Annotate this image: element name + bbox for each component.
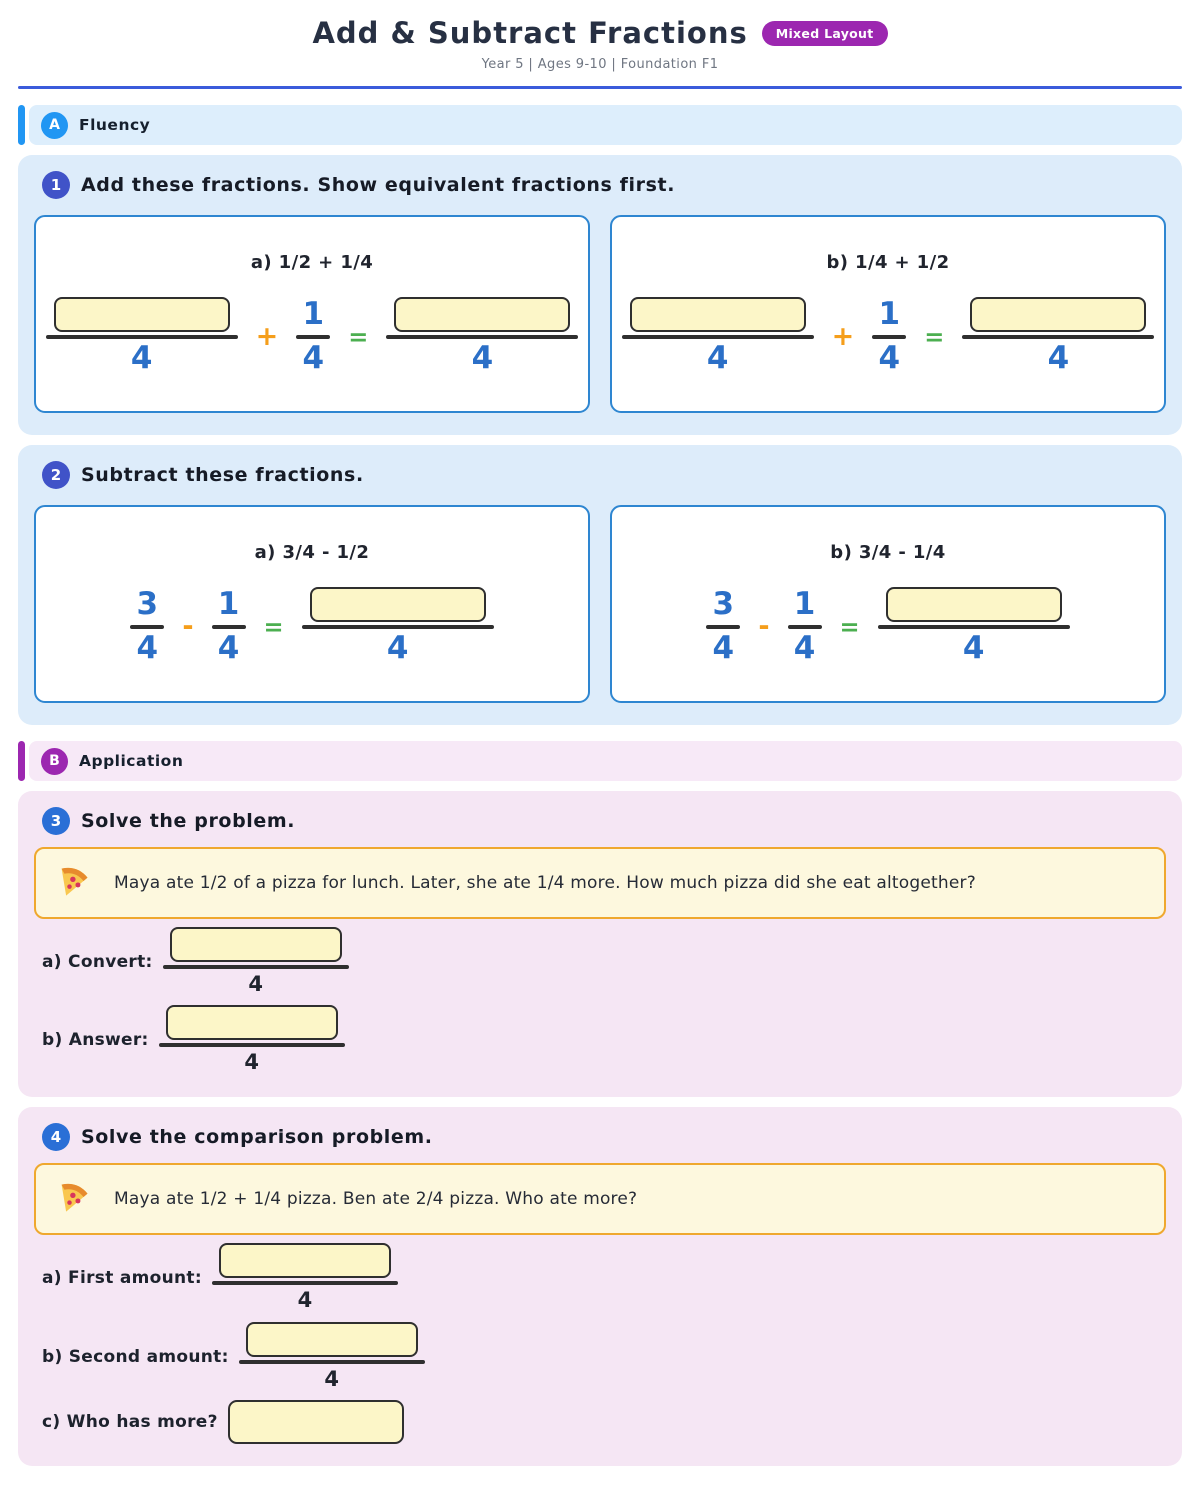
q4-who-has-more-input[interactable] [228, 1400, 404, 1444]
fraction-bar [159, 1043, 345, 1047]
q1-b-addend-denominator: 4 [878, 339, 901, 376]
q4-first-amount-denominator: 4 [297, 1288, 313, 1313]
q3-problem-text: Maya ate 1/2 of a pizza for lunch. Later, she ate 1/4 more. How much pizza did she eat altogether? [114, 873, 976, 893]
section-b-accent-bar [18, 741, 25, 781]
question-1-panel [18, 155, 1182, 435]
section-a-header [18, 105, 1182, 145]
q3-convert-denominator: 4 [248, 972, 263, 996]
page-title: Add & Subtract Fractions [312, 16, 748, 50]
q1-a-addend-denominator: 4 [302, 339, 325, 376]
section-a-accent-bar [18, 105, 25, 145]
fraction-bar [296, 335, 330, 339]
question-2-prompt: Subtract these fractions. [81, 464, 364, 486]
question-4-panel [18, 1107, 1182, 1465]
q3-convert-label: a) Convert: [42, 952, 153, 973]
q1-a-sum-numerator-input[interactable] [394, 297, 570, 332]
q3-answer-denominator: 4 [244, 1050, 259, 1075]
question-3-prompt: Solve the problem. [81, 810, 296, 832]
minus-operator: - [758, 611, 770, 642]
q2-b-result-denominator: 4 [962, 630, 985, 667]
fraction-bar [46, 335, 238, 339]
q4-problem-text: Maya ate 1/2 + 1/4 pizza. Ben ate 2/4 pizza. Who ate more? [114, 1189, 638, 1210]
q1-a-first-numerator-input[interactable] [54, 297, 230, 332]
section-b-label: Application [79, 752, 184, 770]
q4-second-amount-numerator-input[interactable] [246, 1322, 418, 1357]
q4-first-amount-numerator-input[interactable] [219, 1243, 391, 1278]
q2-a-minuend-numerator: 3 [136, 586, 159, 623]
q2-card-b [610, 505, 1166, 703]
fraction-bar [622, 335, 814, 339]
q1-card-b-label: b) 1/4 + 1/2 [826, 252, 950, 274]
q1-card-a [34, 215, 590, 413]
equals-sign: = [839, 612, 860, 641]
q2-b-difference-numerator-input[interactable] [886, 587, 1062, 622]
q1-card-b [610, 215, 1166, 413]
fraction-bar [386, 335, 578, 339]
fraction-bar [706, 625, 740, 629]
q2-b-subtrahend-denominator: 4 [793, 629, 816, 666]
equals-sign: = [263, 612, 284, 641]
fraction-bar [130, 625, 164, 629]
question-4-number-badge: 4 [42, 1123, 70, 1151]
pizza-icon [56, 863, 92, 903]
plus-operator: + [831, 321, 855, 352]
fraction-bar [239, 1360, 425, 1364]
q1-b-first-numerator-input[interactable] [630, 297, 806, 332]
q2-a-subtrahend-numerator: 1 [217, 586, 240, 623]
q4-story-box [34, 1163, 1166, 1235]
q1-b-sum-denominator: 4 [1047, 340, 1070, 377]
q1-b-first-denominator: 4 [706, 340, 729, 377]
q1-a-addend-numerator: 1 [302, 296, 325, 333]
fraction-bar [212, 625, 246, 629]
equals-sign: = [924, 322, 945, 351]
worksheet-subtitle: Year 5 | Ages 9-10 | Foundation F1 [481, 57, 719, 72]
pizza-icon [56, 1179, 92, 1219]
q2-b-minuend-denominator: 4 [712, 629, 735, 666]
minus-operator: - [182, 611, 194, 642]
question-1-number-badge: 1 [42, 171, 70, 199]
question-1-prompt: Add these fractions. Show equivalent fractions first. [81, 174, 676, 196]
q4-who-has-more-label: c) Who has more? [42, 1411, 218, 1432]
q2-card-a [34, 505, 590, 703]
q2-a-difference-numerator-input[interactable] [310, 587, 486, 622]
section-b-badge: B [41, 748, 68, 775]
fraction-bar [302, 625, 494, 629]
q3-answer-numerator-input[interactable] [166, 1005, 338, 1040]
worksheet-header [0, 0, 1200, 72]
q2-a-minuend-denominator: 4 [136, 629, 159, 666]
equals-sign: = [348, 322, 369, 351]
plus-operator: + [255, 321, 279, 352]
q2-a-result-denominator: 4 [386, 630, 409, 667]
q2-a-subtrahend-denominator: 4 [217, 629, 240, 666]
q3-answer-label: b) Answer: [42, 1030, 149, 1051]
q1-b-addend-numerator: 1 [878, 296, 901, 333]
header-divider [18, 86, 1182, 89]
q3-story-box [34, 847, 1166, 919]
q1-a-first-denominator: 4 [130, 340, 153, 377]
fraction-bar [872, 335, 906, 339]
q2-card-b-label: b) 3/4 - 1/4 [830, 542, 946, 564]
q3-convert-numerator-input[interactable] [170, 927, 342, 962]
fraction-bar [878, 625, 1070, 629]
question-2-panel [18, 445, 1182, 725]
q4-second-amount-denominator: 4 [324, 1366, 339, 1391]
question-3-number-badge: 3 [42, 807, 70, 835]
q2-card-a-label: a) 3/4 - 1/2 [254, 542, 370, 564]
question-4-prompt: Solve the comparison problem. [81, 1126, 433, 1149]
q1-a-sum-denominator: 4 [471, 340, 494, 377]
fraction-bar [163, 965, 349, 969]
q4-second-amount-label: b) Second amount: [42, 1346, 229, 1367]
section-a-label: Fluency [79, 116, 151, 134]
q1-b-sum-numerator-input[interactable] [970, 297, 1146, 332]
q2-b-minuend-numerator: 3 [712, 586, 735, 623]
fraction-bar [212, 1281, 398, 1285]
question-3-panel [18, 791, 1182, 1097]
question-2-number-badge: 2 [42, 461, 70, 489]
q1-card-a-label: a) 1/2 + 1/4 [250, 252, 374, 274]
fraction-bar [788, 625, 822, 629]
section-b-header [18, 741, 1182, 781]
q2-b-subtrahend-numerator: 1 [793, 586, 816, 623]
layout-badge: Mixed Layout [762, 21, 888, 46]
section-a-badge: A [41, 112, 68, 139]
fraction-bar [962, 335, 1154, 339]
q4-first-amount-label: a) First amount: [42, 1268, 202, 1289]
